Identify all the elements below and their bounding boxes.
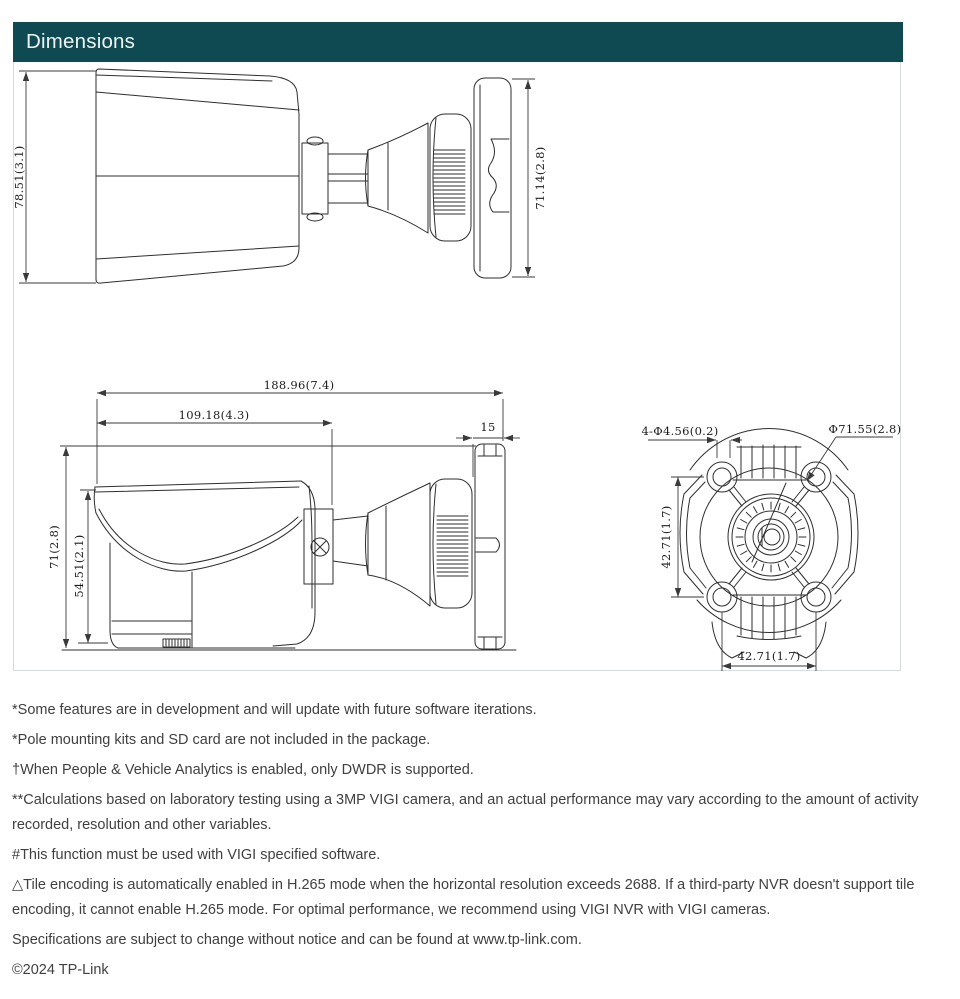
footnote-analytics-dwdr: †When People & Vehicle Analytics is enabled, only DWDR is supported. bbox=[12, 762, 474, 778]
dimensions-frame bbox=[13, 62, 901, 671]
copyright: ©2024 TP-Link bbox=[12, 962, 109, 978]
footnote-tile-encoding: △Tile encoding is automatically enabled in H.265 mode when the horizontal resolution exceeds 2688. If a third-party NVR doesn't support tile encoding, it cannot enable H.265 mode. For optimal performance, we recommend using VIGI NVR with VIGI cameras. bbox=[12, 877, 915, 918]
footnote-specifications: Specifications are subject to change without notice and can be found at www.tp-link.com. bbox=[12, 932, 582, 948]
footnote-vigi-software: #This function must be used with VIGI specified software. bbox=[12, 847, 381, 863]
dim-front-height: 78.51(3.1) bbox=[12, 145, 26, 209]
dim-hole-spacing-vertical: 42.71(1.7) bbox=[659, 505, 673, 569]
footnote-pole-mounting: *Pole mounting kits and SD card are not included in the package. bbox=[12, 732, 431, 748]
dim-body-height: 54.51(2.1) bbox=[72, 534, 86, 598]
dim-mount-height: 71.14(2.8) bbox=[533, 146, 547, 210]
dim-hole-spacing-horizontal: 42.71(1.7) bbox=[737, 649, 801, 663]
dim-base-diameter: Φ71.55(2.8) bbox=[828, 422, 902, 436]
dim-screw-holes: 4-Φ4.56(0.2) bbox=[641, 424, 719, 438]
dim-overall-height: 71(2.8) bbox=[47, 525, 61, 569]
section-header bbox=[13, 22, 903, 62]
dim-base-depth: 15 bbox=[480, 420, 496, 434]
footnotes bbox=[12, 698, 947, 988]
dim-body-length: 109.18(4.3) bbox=[178, 408, 250, 422]
dim-total-length: 188.96(7.4) bbox=[263, 378, 335, 392]
footnote-calculations: **Calculations based on laboratory testing using a 3MP VIGI camera, and an actual performance may vary according to the amount of activity recorded, resolution and other variables. bbox=[12, 792, 919, 833]
footnote-software-iterations: *Some features are in development and will update with future software iterations. bbox=[12, 702, 537, 718]
section-title: Dimensions bbox=[26, 30, 136, 53]
